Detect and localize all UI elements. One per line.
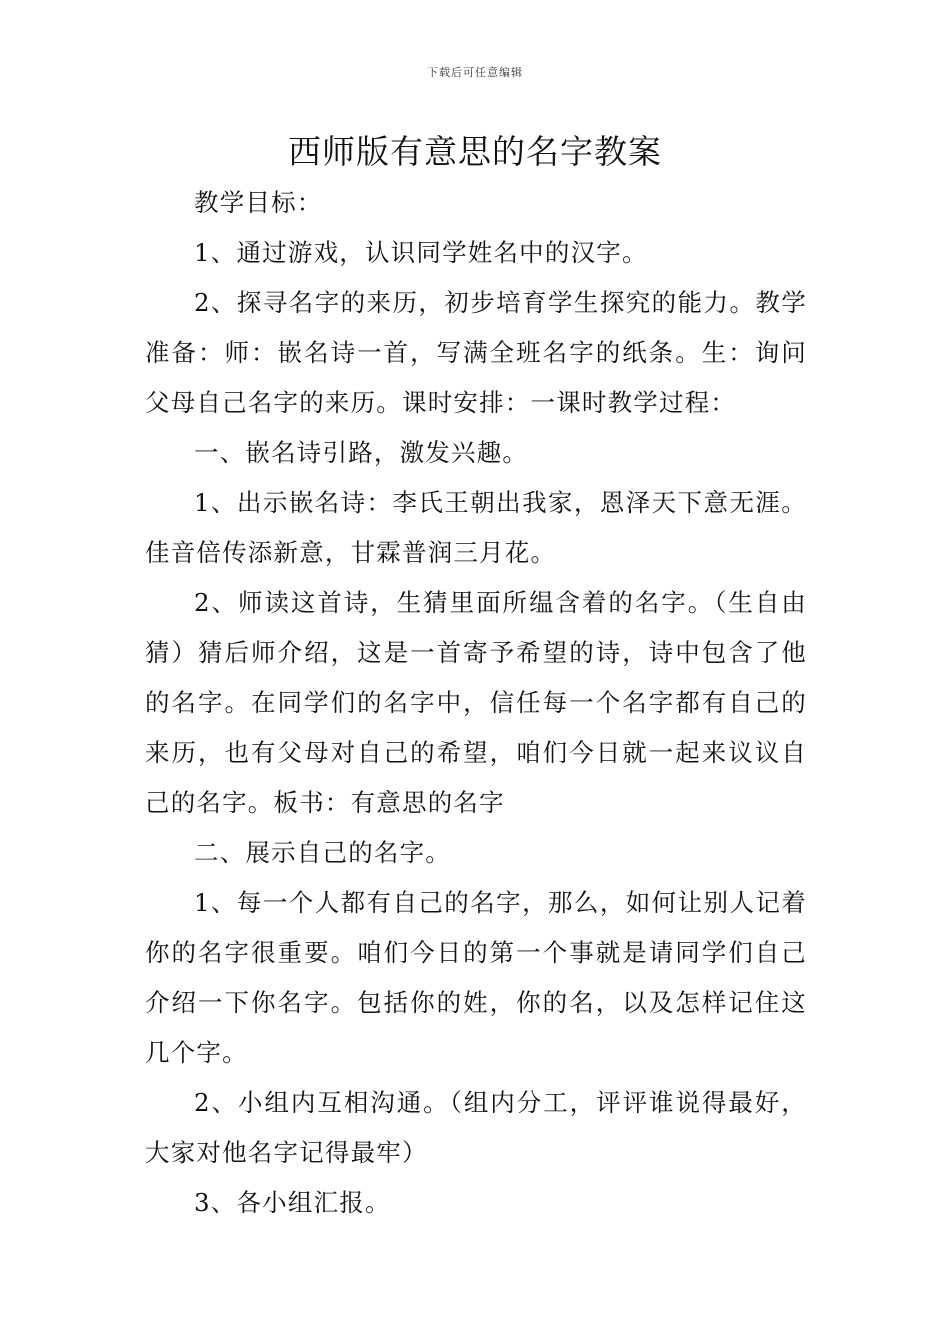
document-body	[145, 178, 807, 1228]
paragraph-objective-1: 1、通过游戏，认识同学姓名中的汉字。	[194, 238, 648, 267]
paragraph-section-2-heading: 二、展示自己的名字。	[194, 838, 451, 867]
header-note: 下载后可任意编辑	[427, 66, 523, 79]
paragraph-section-2-item-1: 1、每一个人都有自己的名字，那么，如何让别人记着你的名字很重要。咱们今日的第一个事就是请同学们自己介绍一下你名字。包括你的姓，你的名，以及怎样记住这几个字。	[145, 888, 807, 1067]
paragraph-section-1-heading: 一、嵌名诗引路，激发兴趣。	[194, 438, 529, 467]
paragraph-section-1-item-1: 1、出示嵌名诗：李氏王朝出我家，恩泽天下意无涯。佳音倍传添新意，甘霖普润三月花。	[145, 488, 807, 567]
paragraph-objective-2: 2、探寻名字的来历，初步培育学生探究的能力。教学准备：师：嵌名诗一首，写满全班名字的纸条。生：询问父母自己名字的来历。课时安排：一课时教学过程：	[145, 288, 807, 417]
paragraph-section-1-item-2: 2、师读这首诗，生猜里面所缊含着的名字。（生自由猜）猜后师介绍，这是一首寄予希望的诗，诗中包含了他的名字。在同学们的名字中，信任每一个名字都有自己的来历，也有父母对自己的希望，咱们今日就一起来议议自己的名字。板书：有意思的名字	[145, 588, 807, 817]
paragraph-objectives-heading: 教学目标：	[194, 188, 323, 217]
paragraph-section-2-item-3: 3、各小组汇报。	[194, 1188, 391, 1217]
paragraph-section-2-item-2: 2、小组内互相沟通。（组内分工，评评谁说得最好，大家对他名字记得最牢）	[145, 1088, 807, 1167]
document-title: 西师版有意思的名字教案	[288, 132, 662, 171]
